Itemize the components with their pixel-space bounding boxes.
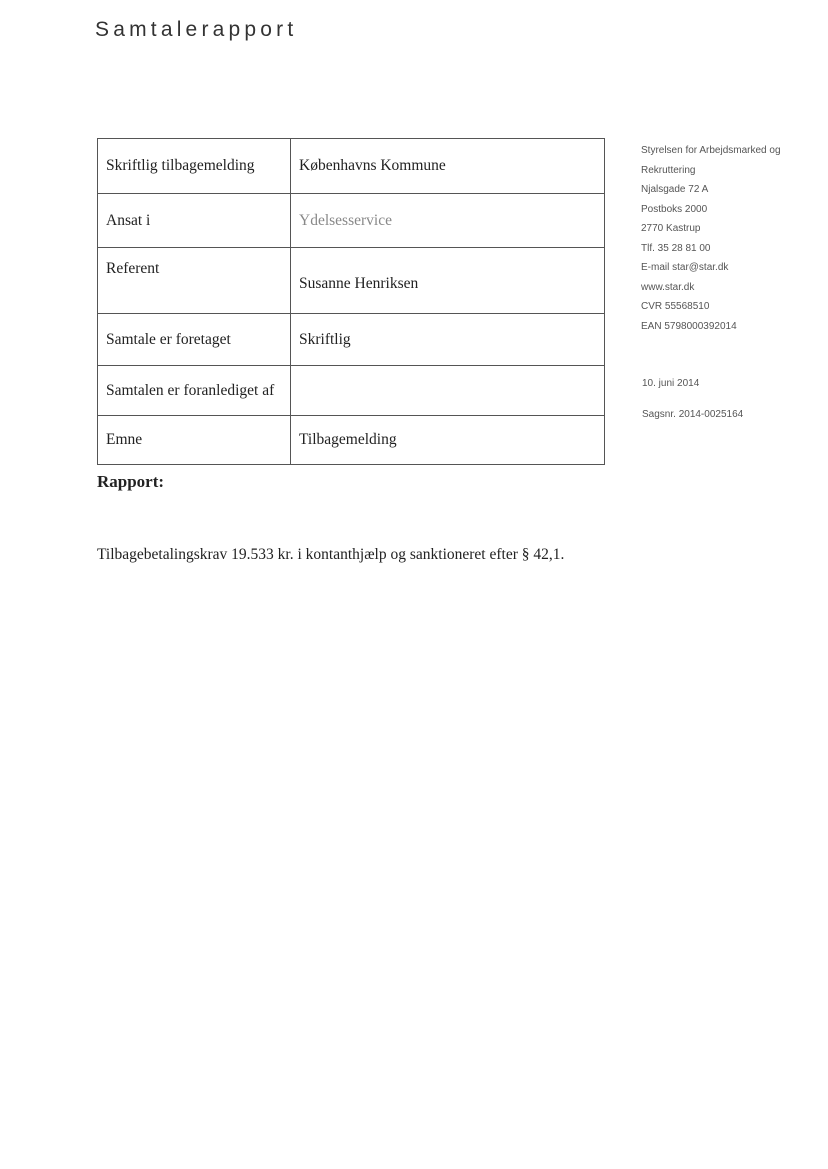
row-value (291, 366, 605, 416)
table-row (98, 248, 605, 314)
table-row (98, 139, 605, 194)
sender-address-block (641, 141, 781, 336)
table-row (98, 194, 605, 248)
sender-cvr: CVR 55568510 (641, 301, 710, 312)
case-number: Sagsnr. 2014-0025164 (642, 409, 744, 420)
row-value: Susanne Henriksen (291, 248, 605, 314)
row-value: Ydelsesservice (291, 194, 605, 248)
sender-web: www.star.dk (641, 281, 695, 293)
sender-city: 2770 Kastrup (641, 223, 701, 234)
row-value: Tilbagemelding (291, 416, 605, 465)
row-label: Samtalen er foranlediget af (98, 366, 291, 416)
sender-ean: EAN 5798000392014 (641, 320, 737, 332)
info-table (97, 138, 605, 465)
row-label: Samtale er foretaget (98, 314, 291, 366)
report-heading: Rapport: (97, 472, 165, 491)
report-body: Tilbagebetalingskrav 19.533 kr. i kontanthjælp og sanktioneret efter § 42,1. (97, 546, 565, 563)
sender-org-line1: Styrelsen for Arbejdsmarked og (641, 145, 781, 156)
row-label: Emne (98, 416, 291, 465)
row-label: Skriftlig tilbagemelding (98, 139, 291, 194)
row-label: Referent (98, 248, 291, 314)
document-date: 10. juni 2014 (642, 378, 700, 389)
table-row (98, 366, 605, 416)
sender-street: Njalsgade 72 A (641, 184, 709, 195)
sender-org-line2: Rekruttering (641, 164, 696, 176)
document-title: Samtalerapport (95, 18, 298, 41)
sender-email: E-mail star@star.dk (641, 262, 729, 273)
table-row (98, 416, 605, 465)
table-row (98, 314, 605, 366)
sender-pobox: Postboks 2000 (641, 203, 708, 215)
row-value: Københavns Kommune (291, 139, 605, 194)
sender-phone: Tlf. 35 28 81 00 (641, 242, 711, 254)
row-label: Ansat i (98, 194, 291, 248)
row-value: Skriftlig (291, 314, 605, 366)
